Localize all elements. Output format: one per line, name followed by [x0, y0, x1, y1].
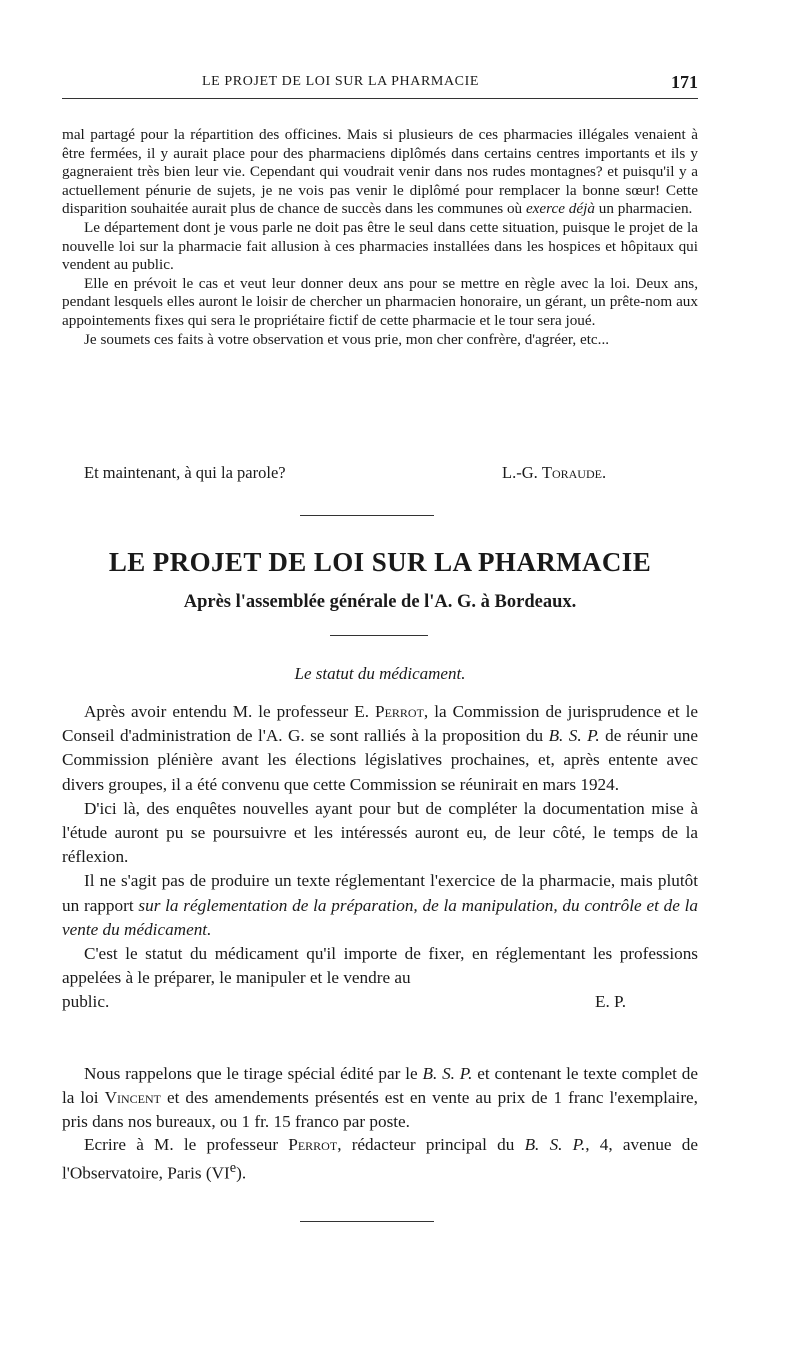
text: ).: [236, 1163, 247, 1183]
text: Ecrire à M. le professeur: [84, 1135, 279, 1155]
letter-p1-italic: exerce déjà: [525, 200, 595, 218]
text: Il ne s'agit pas de produire un texte réglementant l'exercice de la pharmacie, mais plutôt un rapport: [62, 871, 698, 915]
separator-rule: [300, 515, 434, 516]
running-head-title: LE PROJET DE LOI SUR LA PHARMACIE: [202, 74, 480, 89]
signature-surname: Toraude.: [541, 463, 607, 482]
superscript: e: [229, 1160, 237, 1177]
signature-initials: L.-G.: [502, 463, 538, 482]
text: et contenant le texte complet de la loi: [62, 1064, 699, 1107]
signature: [502, 463, 606, 483]
letter-paragraph: Elle en prévoit le cas et veut leur donner deux ans pour se mettre en règle avec la loi. Deux ans, pendant lesquels elles auront le loisir de chercher un pharmacien honoraire, un gérant, un prête-nom aux appointements fixes qui sera le propriétaire fictif de cette pharmacie et le tour sera joué.: [62, 274, 698, 329]
text: et des amendements présentés est en vente au prix de 1 franc l'exemplaire, pris dans nos bureaux, ou 1 fr. 15 franco par poste.: [62, 1087, 698, 1131]
notice-paragraph: [62, 1062, 698, 1133]
journal-abbrev: B. S. P.: [548, 726, 600, 746]
letter-text: [62, 126, 698, 349]
author-initials: E. P.: [594, 992, 626, 1012]
journal-abbrev: B. S. P.: [524, 1135, 586, 1155]
letter-paragraph: [62, 126, 698, 219]
header-rule: [62, 98, 698, 99]
text: , rédacteur principal du: [337, 1135, 515, 1155]
notice-paragraph: [62, 1133, 698, 1185]
article-paragraph: [62, 700, 698, 797]
separator-rule: [300, 1221, 434, 1222]
text: public.: [62, 992, 110, 1012]
page-number: 171: [671, 72, 698, 92]
text: C'est le statut du médicament qu'il importe de fixer, en réglementant les professions appelées à le préparer, le manipuler et le vendre au: [62, 944, 698, 988]
text: Nous rappelons que le tirage spécial édité par le: [84, 1064, 418, 1083]
closing-question: Et maintenant, à qui la parole?: [84, 463, 286, 482]
article-paragraph: [62, 869, 698, 942]
italic-text: sur la réglementation de la préparation, de la manipulation, du contrôle et de la vente du médicament.: [62, 895, 698, 939]
notice: [62, 1062, 698, 1186]
text: de réunir une Commission plénière avant les élections législatives prochaines, et, après entente avec divers groupes, il a été convenu que cette Commission se réunirait en mars 1924.: [62, 726, 699, 794]
article-subtitle: Après l'assemblée générale de l'A. G. à Bordeaux.: [183, 592, 577, 612]
text: Après avoir entendu M. le professeur E.: [84, 702, 370, 721]
signature-row: [62, 463, 698, 487]
text: , la Commission de jurisprudence et le Conseil d'administration de l'A. G. se sont ralliés à la proposition du: [62, 702, 698, 746]
person-name: Perrot: [375, 702, 424, 721]
separator-rule: [330, 635, 428, 636]
text: , 4, avenue de l'Observatoire, Paris (VI: [62, 1135, 698, 1183]
letter-paragraph: Le département dont je vous parle ne doit pas être le seul dans cette situation, puisque le projet de la nouvelle loi sur la pharmacie fait allusion à ces pharmacies installées dans les hospices et hôpitaux qui vendent au public.: [62, 218, 698, 274]
section-title: Le statut du médicament.: [294, 664, 466, 683]
article-title: LE PROJET DE LOI SUR LA PHARMACIE: [108, 547, 652, 577]
letter-p1-text: mal partagé pour la répartition des officines. Mais si plusieurs de ces pharmacies illégales venaient à être fermées, il y aurait place pour des pharmaciens diplômés dans certains centres importants et ils y gagneraient très bien leur vie. Cependant qui voudrait venir dans nos rudes montagnes? et puisqu'il y a actuellement pénurie de sujets, je ne vois pas venir le diplômé pour remplacer la bonne sœur! Cette disparition souhaitée aurait plus de chance de succès dans les communes où: [62, 126, 698, 218]
letter-p1-end: un pharmacien.: [598, 200, 693, 218]
journal-abbrev: B. S. P.: [422, 1064, 473, 1083]
article-paragraph: [62, 942, 698, 990]
running-head: [62, 74, 698, 96]
person-name: Vincent: [104, 1087, 161, 1107]
person-name: Perrot: [288, 1135, 338, 1155]
letter-paragraph: Je soumets ces faits à votre observation et vous prie, mon cher confrère, d'agréer, etc...: [84, 330, 610, 348]
article-last-line: [62, 990, 698, 1014]
article-paragraph: D'ici là, des enquêtes nouvelles ayant pour but de compléter la documentation mise à l'étude auront pu se poursuivre et les intéressés auront eu, de leur côté, le temps de la réflexion.: [62, 798, 698, 867]
article-body: [62, 700, 698, 1015]
